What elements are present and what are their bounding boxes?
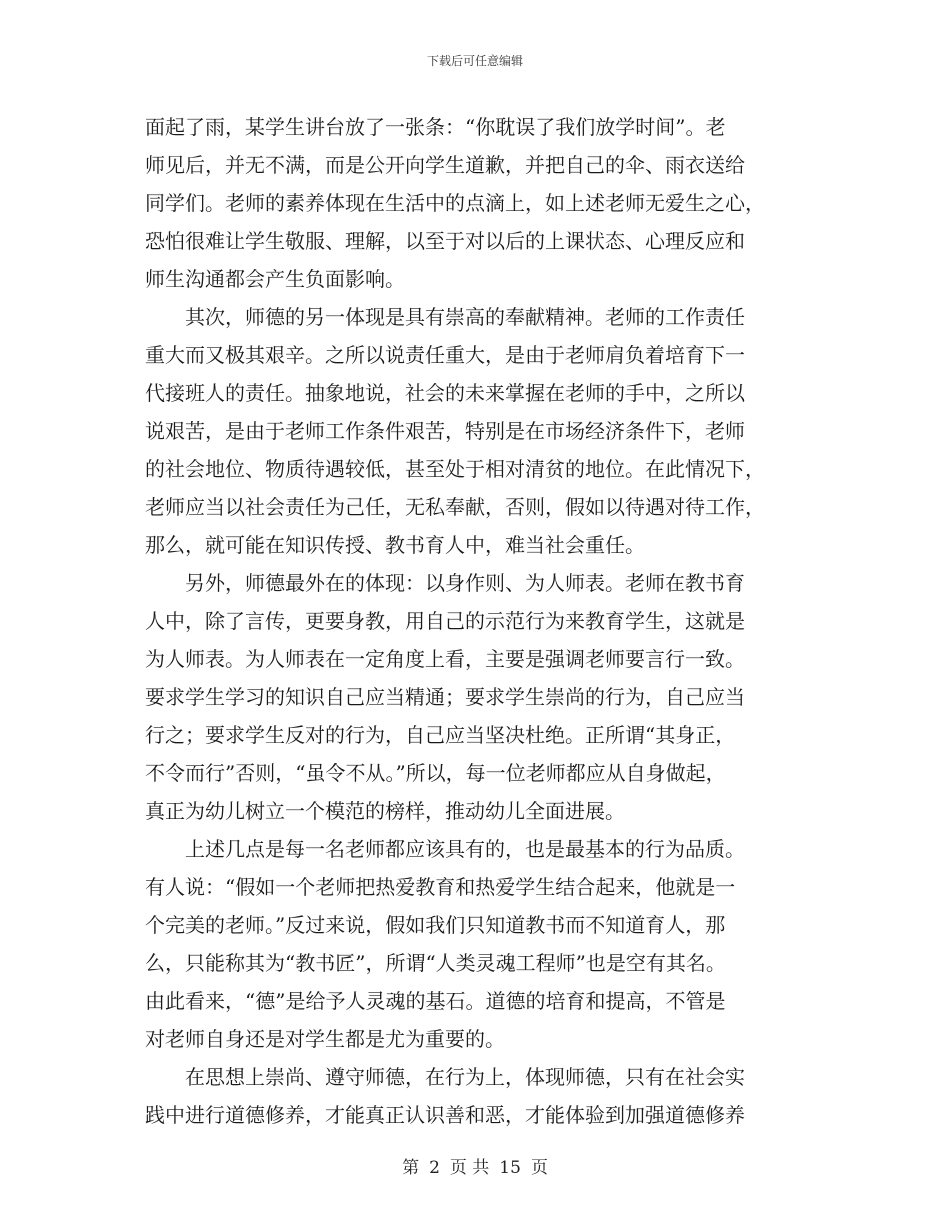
text-line: 老师应当以社会责任为己任，无私奉献，否则，假如以待遇对待工作， bbox=[145, 495, 765, 519]
text-line: 不令而行”否则，“虽令不从。”所以，每一位老师都应从自身做起， bbox=[145, 761, 726, 785]
text-line: 真正为幼儿树立一个模范的榜样，推动幼儿全面进展。 bbox=[145, 799, 625, 823]
text-line: 要求学生学习的知识自己应当精通；要求学生崇尚的行为，自己应当 bbox=[145, 685, 745, 709]
text-line: 有人说：“假如一个老师把热爱教育和热爱学生结合起来，他就是一 bbox=[145, 875, 736, 899]
text-line: 为人师表。为人师表在一定角度上看，主要是强调老师要言行一致。 bbox=[145, 647, 745, 671]
text-line: 由此看来，“德”是给予人灵魂的基石。道德的培育和提高，不管是 bbox=[145, 989, 726, 1013]
text-line: 师见后，并无不满，而是公开向学生道歉，并把自己的伞、雨衣送给 bbox=[145, 153, 745, 177]
page-header: 下载后可任意编辑 bbox=[426, 54, 523, 68]
paragraph bbox=[145, 564, 805, 830]
text-line: 同学们。老师的素养体现在生活中的点滴上，如上述老师无爱生之心， bbox=[145, 191, 765, 215]
text-line: 人中，除了言传，更要身教，用自己的示范行为来教育学生，这就是 bbox=[145, 609, 745, 633]
text-line: 说艰苦，是由于老师工作条件艰苦，特别是在市场经济条件下，老师 bbox=[145, 419, 745, 443]
text-line: 对老师自身还是对学生都是尤为重要的。 bbox=[145, 1027, 505, 1051]
paragraph bbox=[145, 830, 805, 1058]
paragraph bbox=[145, 298, 805, 564]
text-line: 代接班人的责任。抽象地说，社会的未来掌握在老师的手中，之所以 bbox=[145, 381, 745, 405]
total-pages: 15 bbox=[499, 1158, 521, 1178]
text-line: 的社会地位、物质待遇较低，甚至处于相对清贫的地位。在此情况下， bbox=[145, 457, 765, 481]
text-line: 师生沟通都会产生负面影响。 bbox=[145, 267, 405, 291]
text-line: 另外，师德最外在的体现：以身作则、为人师表。老师在教书育 bbox=[185, 571, 745, 595]
text-line: 其次，师德的另一体现是具有崇高的奉献精神。老师的工作责任 bbox=[185, 305, 745, 329]
page-footer bbox=[0, 1153, 950, 1178]
text-line: 面起了雨，某学生讲台放了一张条：“你耽误了我们放学时间”。老 bbox=[145, 115, 726, 139]
text-line: 重大而又极其艰辛。之所以说责任重大，是由于老师肩负着培育下一 bbox=[145, 343, 745, 367]
document-body bbox=[145, 108, 805, 1134]
footer-middle: 页 共 bbox=[449, 1158, 490, 1178]
text-line: 那么，就可能在知识传授、教书育人中，难当社会重任。 bbox=[145, 533, 645, 557]
text-line: 行之；要求学生反对的行为，自己应当坚决杜绝。正所谓“其身正， bbox=[145, 723, 736, 747]
text-line: 在思想上崇尚、遵守师德，在行为上，体现师德，只有在社会实 bbox=[185, 1065, 745, 1089]
footer-suffix: 页 bbox=[530, 1158, 548, 1178]
text-line: 上述几点是每一名老师都应该具有的，也是最基本的行为品质。 bbox=[185, 837, 745, 861]
text-line: 践中进行道德修养，才能真正认识善和恶，才能体验到加强道德修养 bbox=[145, 1103, 745, 1127]
text-line: 恐怕很难让学生敬服、理解，以至于对以后的上课状态、心理反应和 bbox=[145, 229, 745, 253]
paragraph bbox=[145, 108, 805, 298]
paragraph bbox=[145, 1058, 805, 1134]
page-number: 2 bbox=[429, 1158, 440, 1178]
text-line: 个完美的老师。”反过来说，假如我们只知道教书而不知道育人，那 bbox=[145, 913, 726, 937]
text-line: 么，只能称其为“教书匠”，所谓“人类灵魂工程师”也是空有其名。 bbox=[145, 951, 726, 975]
footer-prefix: 第 bbox=[402, 1158, 420, 1178]
